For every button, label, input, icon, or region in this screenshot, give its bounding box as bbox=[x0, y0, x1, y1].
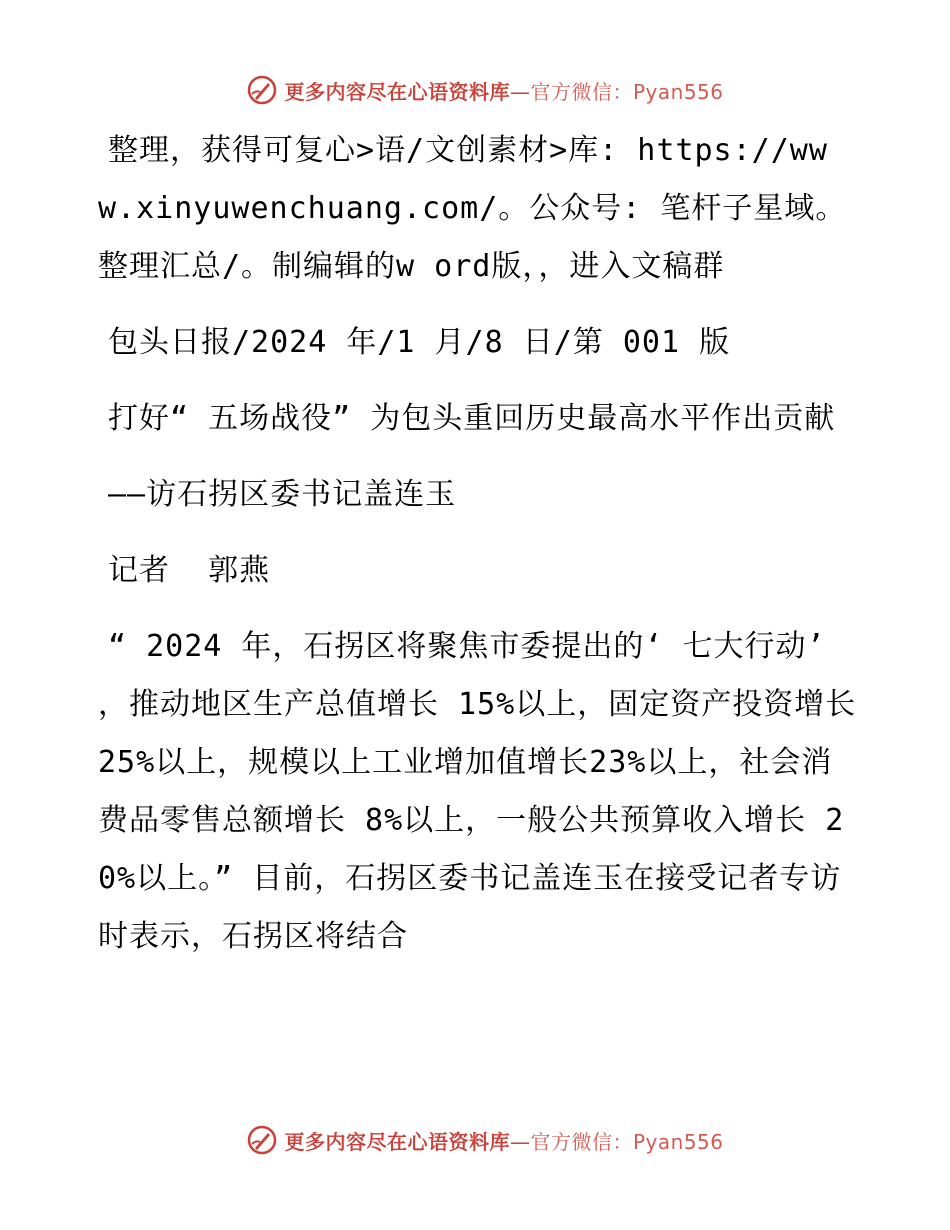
watermark-wechat-id: Pyan556 bbox=[632, 79, 724, 104]
watermark-dash: — bbox=[509, 79, 531, 104]
footer-watermark-inner bbox=[246, 1124, 723, 1156]
article-subheadline: ——访石拐区委书记盖连玉 bbox=[108, 477, 457, 512]
header-watermark bbox=[0, 70, 950, 110]
intro-text: 整理，获得可复心>语/文创素材>库: https://www.xinyuwenchuang.com/。公众号: 笔杆子星域。整理汇总/。制编辑的w ord版，，进入文稿群 bbox=[98, 133, 847, 284]
header-watermark-text bbox=[284, 76, 723, 105]
quill-logo-icon bbox=[246, 1124, 278, 1156]
footer-watermark bbox=[0, 1120, 950, 1160]
article-body bbox=[98, 122, 876, 984]
article-byline: 记者 郭燕 bbox=[108, 553, 271, 588]
watermark-dash: — bbox=[509, 1129, 531, 1154]
article-paragraph: “ 2024 年，石拐区将聚焦市委提出的‘ 七大行动’ ，推动地区生产总值增长 15%以上，固定资产投资增长 25%以上，规模以上工业增加值增长23%以上，社会消费品零售总额增长 8%以上，一般公共预算收入增长 20%以上。” 目前，石拐区委书记盖连玉在接受记者专访时表示，石拐区将结合 bbox=[98, 629, 876, 954]
watermark-site: 更多内容尽在心语资料库 bbox=[284, 1129, 510, 1154]
article-headline: 打好“ 五场战役” 为包头重回历史最高水平作出贡献 bbox=[108, 401, 836, 436]
watermark-wechat-id: Pyan556 bbox=[632, 1129, 724, 1154]
footer-watermark-text bbox=[284, 1126, 723, 1155]
header-watermark-inner bbox=[246, 74, 723, 106]
quill-logo-icon bbox=[246, 74, 278, 106]
watermark-site: 更多内容尽在心语资料库 bbox=[284, 79, 510, 104]
watermark-wechat-label: 官方微信： bbox=[530, 79, 633, 104]
watermark-wechat-label: 官方微信： bbox=[530, 1129, 633, 1154]
source-line: 包头日报/2024 年/1 月/8 日/第 001 版 bbox=[108, 325, 731, 360]
